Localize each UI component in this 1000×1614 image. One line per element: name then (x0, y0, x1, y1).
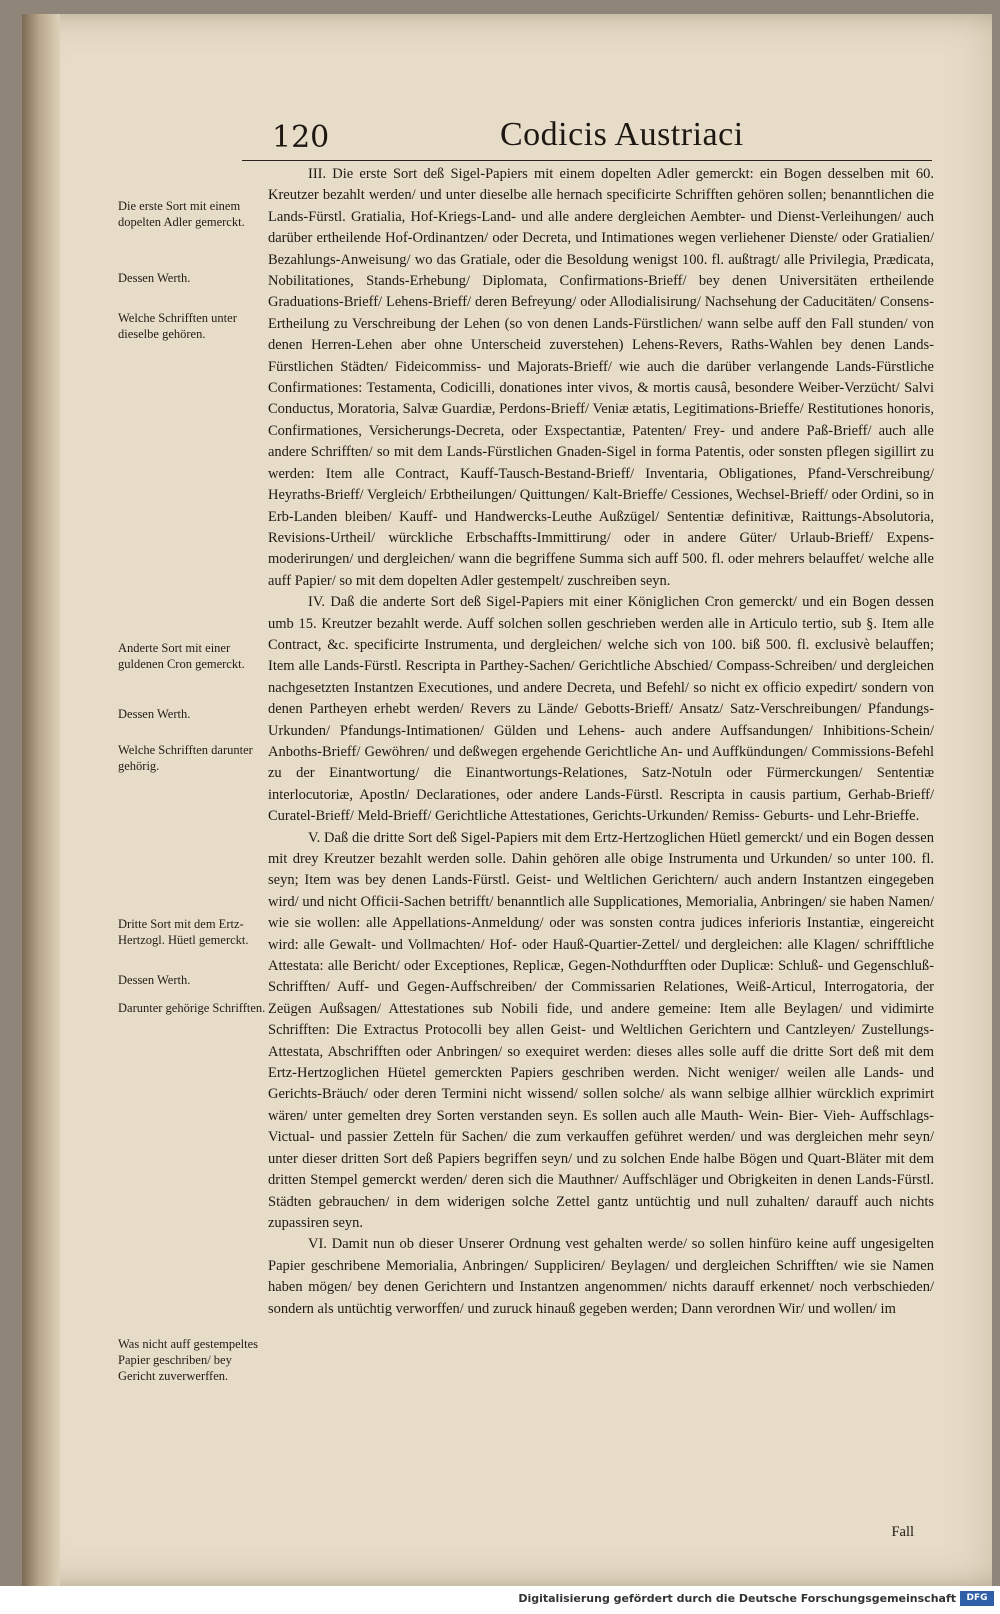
paragraph-vi: VI. Damit nun ob dieser Unserer Ordnung vest gehalten werde/ so sollen hinfüro keine auff ungesigelten Papier geschribene Memorialia, Anbringen/ Suppliciren/ Beylagen/ und dergleichen Schrifften/ wie sie Namen haben mögen/ bey denen Gerichtern und Instantzen angenommen/ nichts darauff erkennet/ noch verbschieden/ sondern als untüchtig verworffen/ und zuruck hinauß gegeben werden; Dann verordnen Wir/ und wollen/ im (268, 1236, 934, 1317)
main-text-column (268, 164, 934, 1524)
margin-note: Welche Schrifften unter dieselbe gehören. (118, 311, 237, 341)
margin-note: Dritte Sort mit dem Ertz-Hertzogl. Hüetl gemerckt. (118, 917, 249, 947)
funding-credit: Digitalisierung gefördert durch die Deutsche Forschungsgemeinschaft (518, 1592, 956, 1605)
margin-note: Dessen Werth. (118, 707, 191, 721)
book-page (22, 14, 992, 1586)
margin-note: Die erste Sort mit einem dopelten Adler gemerckt. (118, 199, 245, 229)
page-gutter (22, 14, 60, 1586)
page-number: 120 (272, 120, 330, 155)
catchword: Fall (891, 1524, 914, 1540)
digitization-footer (0, 1586, 1000, 1614)
paragraph-v: V. Daß die dritte Sort deß Sigel-Papiers mit dem Ertz-Hertzoglichen Hüetl gemerckt/ und ein Bogen dessen mit drey Kreutzer bezahlt werden solle. Dahin gehören alle obige Instrumenta und Urkunden/ so unter 100. fl. seyn; Item was bey denen Lands-Fürstl. Geist- und Weltlichen Gerichtern/ auch andern Instantzen eingegeben wird/ und nicht Officii-Sachen betrifft/ benanntlich alle Supplicationes, Memorialia, Anbringen/ sie haben Namen/ wie sie wollen: alle Appellations-Anmeldung/ oder was sonsten contra judices inferioris Instantiæ, eingereicht wird: alle Gewalt- und Vollmachten/ Hof- oder Hauß-Quartier-Zettel/ und dergleichen: alle Klagen/ schrifftliche Attestata: alle Bericht/ oder Exceptiones, Replicæ, Gegen-Nothdurfften oder Duplicæ: Schluß- und Gegenschluß-Schrifften/ Auff- und Gegen-Auffschreiben/ der Commissarien Relationes, Weiß-Articul, Interrogatoria, der Zeügen Außsagen/ Attestationes sub Nobili fide, und andere gemeine: Item alle Beylagen/ und vidimirte Schrifften: Die Extractus Protocolli bey allen Geist- und Weltlichen Gerichtern und Cantzleyen/ Zustellungs-Attestata, Abschrifften oder Anbringen/ so exequiret werden: dieses alles solle auff die dritte Sort deß mit dem Ertz-Hertzoglichen Hüetel gemerckten Papiers geschriben werden. Nicht weniger/ weilen alle Lands- und Gerichts-Bräuch/ oder deren Termini nicht wissend/ sollen solche/ als wann selbige allhier würcklich exprimirt wären/ unter gemelten drey Sorten verstanden seyn. Es sollen auch alle Mauth- Wein- Bier- Vieh- Auffschlags- Victual- und passier Zetteln für Sachen/ die zum verkauffen geführet werden/ und was dergleichen mehr seyn/ unter dieser dritten Sort deß Papiers begriffen seyn/ und zu solchen Ende halbe Bögen und Quart-Bläter mit dem dritten Stempel gemerckt werden/ deren sich die Mauthner/ Auffschläger und Obrigkeiten in denen Lands-Fürstl. Städten gebrauchen/ in dem widerigen solche Zettel gantz untüchtig und null zuhalten/ darauff auch nichts zupassiren seyn. (268, 829, 934, 1231)
margin-note: Welche Schrifften darunter gehörig. (118, 743, 253, 773)
margin-note: Darunter gehörige Schrifften. (118, 1001, 266, 1015)
paragraph-iv: IV. Daß die anderte Sort deß Sigel-Papiers mit einer Königlichen Cron gemerckt/ und ein Bogen dessen umb 15. Kreutzer bezahlt werde. Auff solchen sollen geschrieben werden alle in Articulo tertio, sub §. Item alle Contract, &c. specificirte Instrumenta, und dergleichen/ welche sich von 100. biß 500. fl. exclusivè belauffen; Item alle Lands-Fürstl. Rescripta in Parthey-Sachen/ Gerichtliche Abschied/ Compass-Schreiben/ und dergleichen nachgesetzten Instantzen Executiones, und andere Decreta, und Befehl/ so nicht ex officio expedirt/ sondern von denen Partheyen erhebt werden/ Revers zu Lände/ Gebotts-Brieff/ Ansatz/ Satz-Verschreibungen/ Pfandungs-Urkunden/ Pfandungs-Intimationen/ Gülden und Lehens- auch andere Auffsandungen/ Inhibitions-Schein/ Anboths-Brieff/ Gewöhren/ und deßwegen ergehende Gerichtliche An- und Auffkündungen/ Commissions-Befehl zu der Einantwortung/ die Einantwortungs-Relationes, Satz-Notuln oder Fürmerckungen/ Sententiæ interlocutoriæ, Apostln/ Declarationes, oder andere Lands-Fürstl. Rescripta in causis partium, Gerhab-Brieff/ Curatel-Brieff/ Meld-Brieff/ Gerichtliche Attestationes, Gerichts-Urkunden/ Remiss- Geburts- und Lehr-Brieffe. (268, 594, 934, 825)
margin-note: Dessen Werth. (118, 973, 191, 987)
page-header (242, 114, 932, 161)
running-title: Codicis Austriaci (500, 116, 744, 153)
dfg-logo: DFG (960, 1591, 994, 1606)
margin-notes (118, 194, 268, 1444)
margin-note: Dessen Werth. (118, 271, 191, 285)
paragraph-iii: III. Die erste Sort deß Sigel-Papiers mit einem dopelten Adler gemerckt: ein Bogen desselben mit 60. Kreutzer bezahlt werden/ und unter dieselbe alle hernach specificirte Schrifften gehören sollen; benanntlichen die Lands-Fürstl. Gratialia, Hof-Kriegs-Land- und alle andere dergleichen Aembter- und Dienst-Verleihungen/ auch darüber ertheilende Hof-Ordinantzen/ oder Decreta, und Intimationes wegen verliehener Dienste/ oder Gratialien/ Bezahlungs-Anweisung/ wo das Gratiale, oder die Besoldung wenigst 100. fl. außtragt/ alle Privilegia, Prædicata, Nobilitationes, Stands-Erhebung/ Diplomata, Confirmations-Brieff/ bey denen Universitäten ertheilende Graduations-Brieff/ Lehens-Brieff/ deren Befreyung/ oder Allodialisirung/ Nachsehung der Caducitäten/ Consens-Ertheilung zu Verschreibung der Lehen (so von denen Lands-Fürstlichen/ wann selbe auff den Fall stunden/ von denen Herren-Lehen aber ohne Unterscheid zuverstehen) Lehens-Revers, Raths-Wahlen bey denen Lands-Fürstlichen Städten/ Fideicommiss- und Majorats-Brieff/ wie auch die darüber verlangende Lands-Fürstliche Confirmationes: Testamenta, Codicilli, donationes inter vivos, & mortis causâ, besondere Weiber-Verzücht/ Salvi Conductus, Moratoria, Salvæ Guardiæ, Perdons-Brieff/ Veniæ ætatis, Legitimations-Brieffe/ Restitutiones honoris, Confirmationes, Versicherungs-Decreta, oder Exspectantiæ, Patenten/ Frey- und andere Paß-Brieff/ auch alle andere Schrifften/ so mit dem Lands-Fürstlichen Gnaden-Sigel in forma Patentis, oder sonsten pflegen sigillirt zu werden: Item alle Contract, Kauff-Tausch-Bestand-Brieff/ Inventaria, Obligationes, Pfand-Verschreibung/ Heyraths-Brieff/ Vergleich/ Erbtheilungen/ Quittungen/ Kalt-Brieffe/ Cessiones, Wechsel-Brieff/ oder Ordini, so in Erb-Landen bleiben/ Kauff- und Handwercks-Leuthe Außzügel/ Sententiæ definitivæ, Raittungs-Absolutoria, Revisions-Urtheil/ würckliche Erbschaffts-Immittirung/ oder in andere Güter/ Urlaub-Brieff/ Expens-moderirungen/ und dergleichen/ wann die begriffene Summa sich auff 500. fl. oder mehrers belauffet/ welche alle auff Papier/ so mit dem dopelten Adler gestempelt/ zuschreiben seyn. (268, 166, 934, 589)
margin-note: Was nicht auff gestempeltes Papier geschriben/ bey Gericht zuverwerffen. (118, 1337, 259, 1383)
margin-note: Anderte Sort mit einer guldenen Cron gemerckt. (118, 641, 245, 671)
